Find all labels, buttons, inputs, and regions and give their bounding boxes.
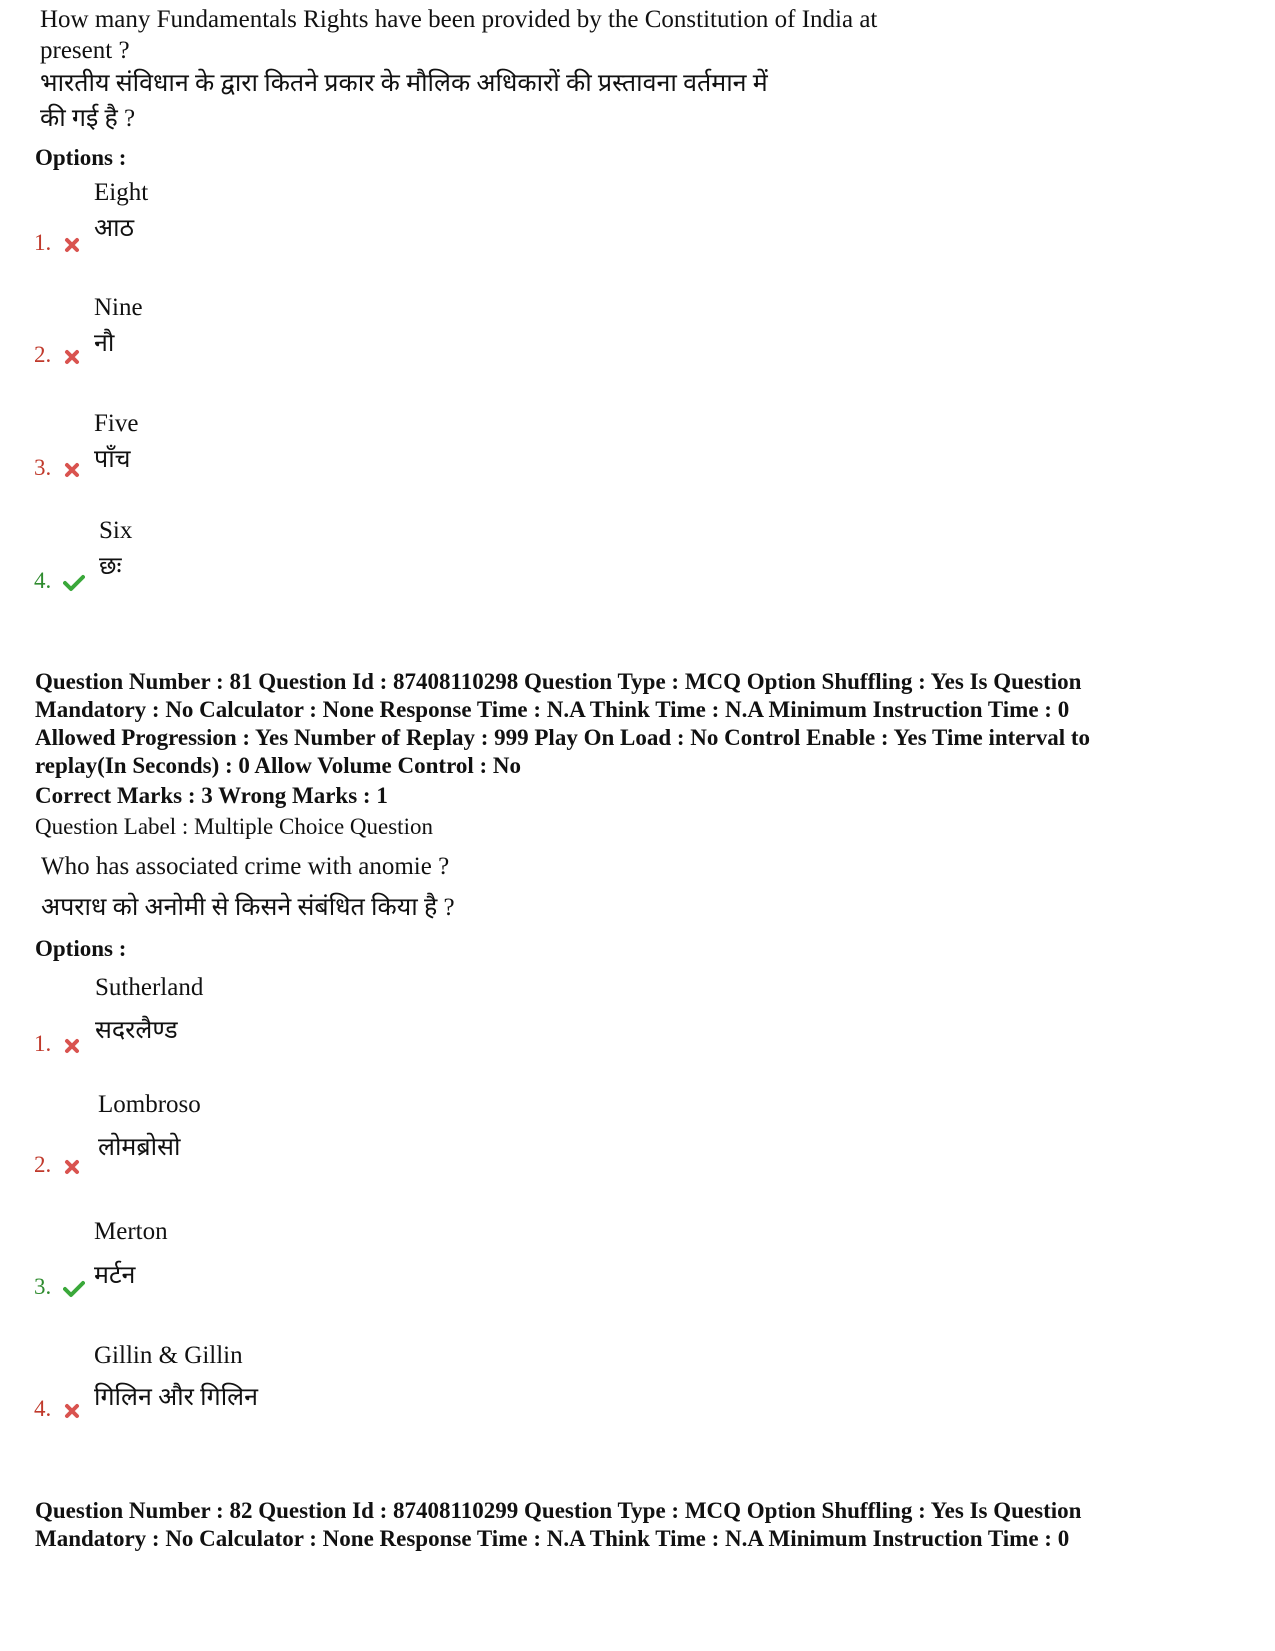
option-text-hi: छः <box>99 553 122 580</box>
option-number-label: 4. <box>34 568 52 593</box>
meta-line: Mandatory : No Calculator : None Response Time : N.A Think Time : N.A Minimum Instruction Time : 0 <box>35 1526 1070 1551</box>
question-text-en: Who has associated crime with anomie ? <box>41 853 450 880</box>
question-line: भारतीय संविधान के द्वारा कितने प्रकार के मौलिक अधिकारों की प्रस्तावना वर्तमान में <box>40 70 768 97</box>
check-icon <box>63 574 85 592</box>
option-text-en: Sutherland <box>95 974 204 1001</box>
meta-line: Question Number : 81 Question Id : 87408110298 Question Type : MCQ Option Shuffling : Yes Is Question <box>35 669 1082 694</box>
option-text-hi: मर्टन <box>94 1262 136 1289</box>
question-text-en <box>40 4 877 66</box>
option-text-hi: सदरलैण्ड <box>95 1017 178 1044</box>
option-text-en: Lombroso <box>98 1091 201 1118</box>
question-line: की गई है ? <box>40 105 136 132</box>
option-text-hi: आठ <box>94 215 135 242</box>
cross-icon <box>63 461 81 479</box>
options-heading: Options : <box>35 936 127 961</box>
option-text-en: Six <box>99 517 133 544</box>
option-number <box>34 568 85 594</box>
option-number-label: 1. <box>34 1031 52 1056</box>
question-meta <box>35 1497 1235 1553</box>
option-number-label: 2. <box>34 342 52 367</box>
option-text-hi: पाँच <box>94 446 131 473</box>
question-text-hi <box>40 66 768 136</box>
option-number-label: 3. <box>34 1274 52 1299</box>
option-number <box>34 1152 81 1178</box>
option-number <box>34 1396 81 1422</box>
meta-line: Mandatory : No Calculator : None Response Time : N.A Think Time : N.A Minimum Instruction Time : 0 <box>35 697 1070 722</box>
option-number-label: 3. <box>34 455 52 480</box>
option-number <box>34 455 81 481</box>
option-number <box>34 1274 85 1300</box>
option-text-en: Eight <box>94 179 149 206</box>
option-number-label: 4. <box>34 1396 52 1421</box>
options-heading: Options : <box>35 145 127 170</box>
option-text-hi: नौ <box>94 330 115 357</box>
option-number-label: 2. <box>34 1152 52 1177</box>
question-label: Question Label : Multiple Choice Question <box>35 814 433 839</box>
option-text-hi: गिलिन और गिलिन <box>94 1384 259 1411</box>
meta-line: replay(In Seconds) : 0 Allow Volume Control : No <box>35 753 522 778</box>
cross-icon <box>63 1037 81 1055</box>
check-icon <box>63 1280 85 1298</box>
meta-line: Question Number : 82 Question Id : 87408110299 Question Type : MCQ Option Shuffling : Yes Is Question <box>35 1498 1082 1523</box>
option-text-en: Merton <box>94 1218 168 1245</box>
meta-line: Allowed Progression : Yes Number of Replay : 999 Play On Load : No Control Enable : Yes Time interval to <box>35 725 1091 750</box>
question-meta <box>35 668 1235 780</box>
option-number <box>34 342 81 368</box>
cross-icon <box>63 1158 81 1176</box>
option-text-en: Five <box>94 410 139 437</box>
cross-icon <box>63 348 81 366</box>
option-text-hi: लोमब्रोसो <box>98 1134 181 1161</box>
question-line: present ? <box>40 37 130 64</box>
marks-info: Correct Marks : 3 Wrong Marks : 1 <box>35 783 388 808</box>
option-number-label: 1. <box>34 230 52 255</box>
option-text-en: Nine <box>94 294 143 321</box>
cross-icon <box>63 1402 81 1420</box>
option-number <box>34 1031 81 1057</box>
cross-icon <box>63 236 81 254</box>
option-number <box>34 230 81 256</box>
question-text-hi: अपराध को अनोमी से किसने संबंधित किया है ? <box>41 894 455 921</box>
option-text-en: Gillin & Gillin <box>94 1342 243 1369</box>
question-line: How many Fundamentals Rights have been provided by the Constitution of India at <box>40 6 878 33</box>
